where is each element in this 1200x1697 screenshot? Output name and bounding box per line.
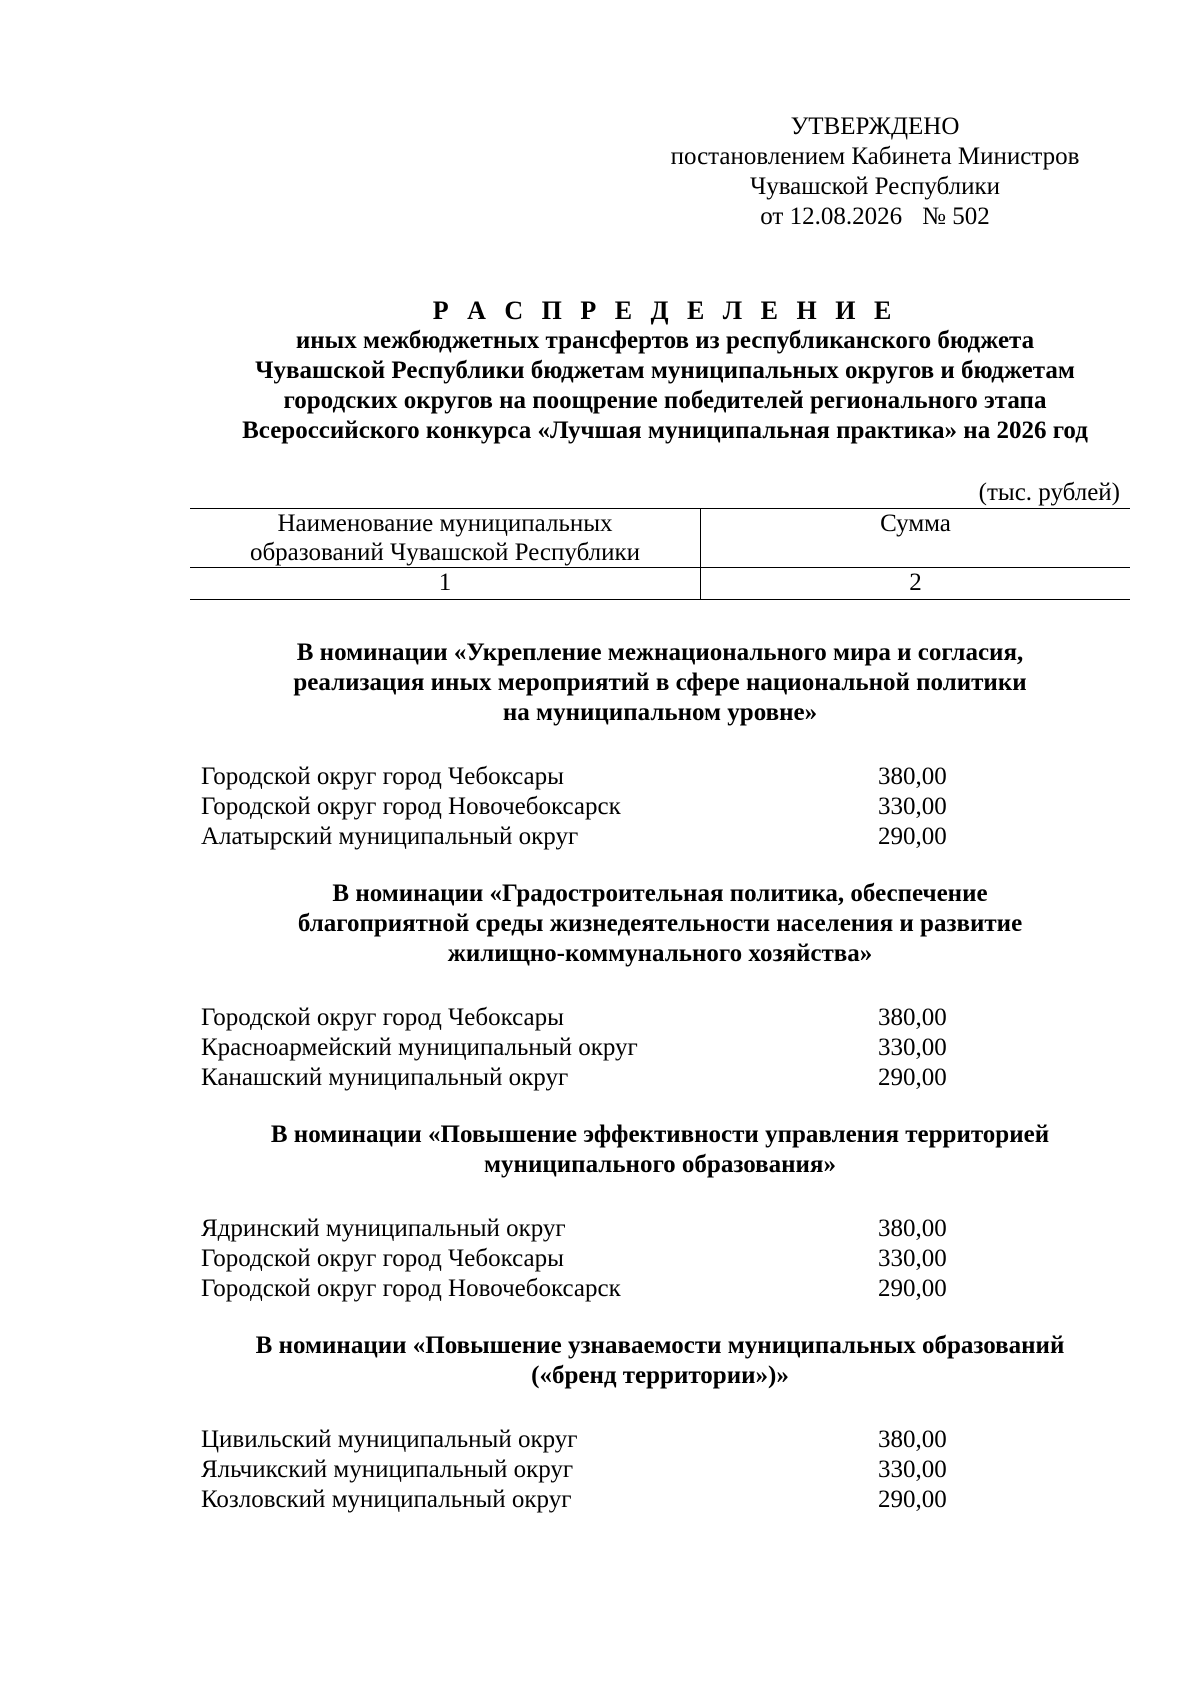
municipality-name: Городской округ город Чебоксары [201, 1004, 564, 1031]
municipality-name: Городской округ город Чебоксары [201, 763, 564, 790]
municipality-name: Цивильский муниципальный округ [201, 1426, 578, 1453]
nomination-title-line: («бренд территории»)» [531, 1362, 789, 1389]
nomination-rows [190, 762, 1130, 852]
list-item [190, 822, 1130, 852]
amount-value: 380,00 [878, 763, 947, 790]
municipality-name: Ядринский муниципальный округ [201, 1215, 566, 1242]
amount-value: 290,00 [878, 823, 947, 850]
municipality-name: Канашский муниципальный округ [201, 1064, 569, 1091]
nomination-title [190, 879, 1130, 969]
nomination-rows [190, 1425, 1130, 1515]
nomination-rows [190, 1003, 1130, 1093]
header-row [190, 509, 1130, 568]
list-item [190, 1425, 1130, 1455]
nomination-section [190, 638, 1130, 852]
amount-value: 330,00 [878, 1034, 947, 1061]
header-col-sum: Сумма [701, 509, 1131, 568]
title-heading: Р А С П Р Е Д Е Л Е Н И Е [432, 296, 898, 325]
list-item [190, 1274, 1130, 1304]
municipality-name: Городской округ город Чебоксары [201, 1245, 564, 1272]
list-item [190, 1485, 1130, 1515]
municipality-name: Алатырский муниципальный округ [201, 823, 579, 850]
approval-date-line [640, 202, 1110, 232]
list-item [190, 1214, 1130, 1244]
amount-value: 380,00 [878, 1215, 947, 1242]
list-item [190, 1244, 1130, 1274]
column-number-row [190, 568, 1130, 600]
title-line-1: иных межбюджетных трансфертов из республиканского бюджета [295, 327, 1035, 354]
approval-number: № 502 [922, 203, 990, 230]
nomination-title [190, 1120, 1130, 1180]
approval-block [640, 112, 1110, 232]
title-line-3: городских округов на поощрение победителей регионального этапа [283, 387, 1047, 414]
nomination-title [190, 1331, 1130, 1391]
amount-value: 330,00 [878, 1245, 947, 1272]
amount-value: 290,00 [878, 1486, 947, 1513]
nomination-section [190, 1120, 1130, 1304]
nomination-title-line: В номинации «Повышение узнаваемости муниципальных образований [255, 1332, 1065, 1359]
municipality-name: Городской округ город Новочебоксарск [201, 793, 621, 820]
amount-value: 330,00 [878, 1456, 947, 1483]
municipality-name: Козловский муниципальный округ [201, 1486, 572, 1513]
list-item [190, 1003, 1130, 1033]
nomination-title-line: В номинации «Укрепление межнационального мира и согласия, [296, 639, 1024, 666]
nomination-title-line: реализация иных мероприятий в сфере национальной политики [293, 669, 1027, 696]
municipality-name: Красноармейский муниципальный округ [201, 1034, 638, 1061]
approval-republic: Чувашской Республики [749, 173, 1001, 200]
list-item [190, 1033, 1130, 1063]
amount-value: 380,00 [878, 1426, 947, 1453]
unit-label: (тыс. рублей) [978, 479, 1120, 506]
amount-value: 380,00 [878, 1004, 947, 1031]
column-number-2: 2 [701, 568, 1131, 600]
nomination-rows [190, 1214, 1130, 1304]
nomination-section [190, 1331, 1130, 1515]
nomination-title-line: благоприятной среды жизнедеятельности населения и развитие [297, 910, 1023, 937]
amount-value: 290,00 [878, 1275, 947, 1302]
nomination-title [190, 638, 1130, 728]
header-col-name [190, 509, 701, 568]
municipality-name: Яльчикский муниципальный округ [201, 1456, 574, 1483]
nomination-title-line: В номинации «Повышение эффективности управления территорией [270, 1121, 1050, 1148]
title-line-2: Чувашской Республики бюджетам муниципальных округов и бюджетам [255, 357, 1075, 384]
approval-decree: постановлением Кабинета Министров [670, 143, 1080, 170]
title-line-4: Всероссийского конкурса «Лучшая муниципальная практика» на 2026 год [242, 417, 1088, 444]
approval-stamp: УТВЕРЖДЕНО [790, 113, 960, 140]
column-number-1: 1 [190, 568, 701, 600]
header-col-name-line-2: образований Чувашской Республики [249, 539, 641, 566]
nomination-title-line: муниципального образования» [484, 1151, 836, 1178]
list-item [190, 1063, 1130, 1093]
list-item [190, 762, 1130, 792]
amount-value: 290,00 [878, 1064, 947, 1091]
list-item [190, 792, 1130, 822]
nomination-title-line: на муниципальном уровне» [502, 699, 818, 726]
header-table [190, 508, 1130, 600]
list-item [190, 1455, 1130, 1485]
header-col-name-line-1: Наименование муниципальных [277, 510, 613, 537]
amount-value: 330,00 [878, 793, 947, 820]
nomination-title-line: жилищно-коммунального хозяйства» [447, 940, 873, 967]
approval-date: от 12.08.2026 [760, 203, 903, 230]
nomination-title-line: В номинации «Градостроительная политика, обеспечение [332, 880, 988, 907]
document-title [150, 296, 1180, 446]
nomination-section [190, 879, 1130, 1093]
municipality-name: Городской округ город Новочебоксарск [201, 1275, 621, 1302]
